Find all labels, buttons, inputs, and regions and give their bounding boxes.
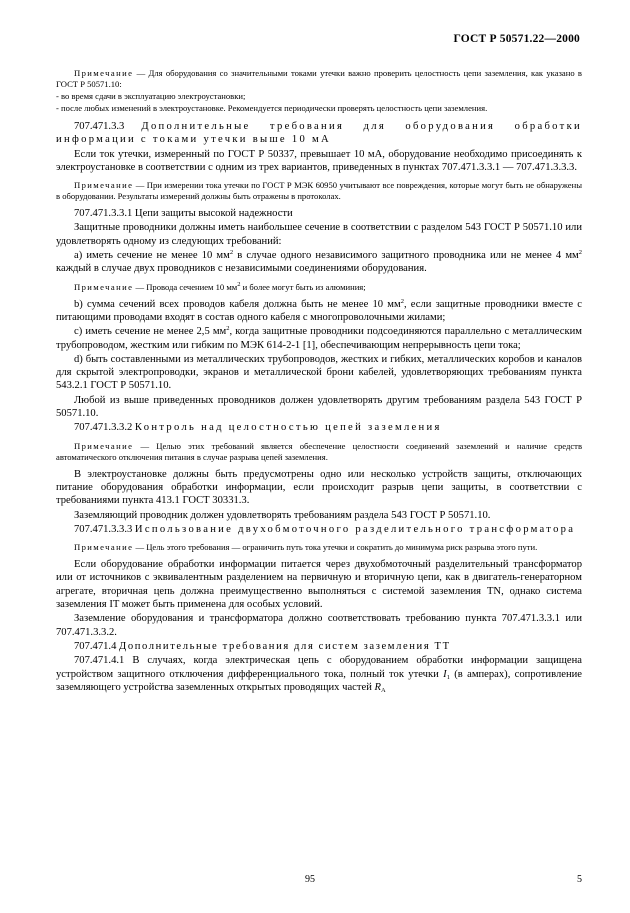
- resistance-symbol: R: [374, 681, 381, 693]
- subscript: 1: [446, 673, 450, 681]
- note-measurement: [56, 180, 582, 202]
- paragraph: Если оборудование обработки информации питается через двухобмоточный разделительный трансформатор или от источников с эквивалентным разделением на первичную и вторичную цепи, как в двигатель-генераторном агрегате, вторичная цепь должна преимущественно выполняться с системой заземления TN, однако система заземления IT может быть применена для особых условий.: [56, 559, 582, 611]
- superscript: 2: [237, 280, 241, 288]
- note-text: — При измерении тока утечки по ГОСТ Р МЭК 60950 учитывают все повреждения, которые могут быть не обнаружены в оборудовании. Результаты измерений должны быть отражены в протоколах.: [56, 180, 582, 202]
- item-text: а) иметь сечение не менее 10 мм: [74, 250, 230, 262]
- note-list-item: - во время сдачи в эксплуатацию электроустановки;: [56, 91, 246, 101]
- note-label: Примечание: [74, 542, 134, 553]
- paragraph: Если ток утечки, измеренный по ГОСТ Р 50337, превышает 10 мА, оборудование необходимо присоединять к электроустановке в соответствии с одним из трех вариантов, приведенных в пунктах 707.471.3.3.1 — 707.471.3.3.3.: [56, 148, 582, 173]
- note-aluminium: [56, 282, 582, 293]
- item-text: каждый в случае двух проводников с независимыми соединениями оборудования.: [56, 263, 427, 275]
- subscript: A: [381, 686, 386, 694]
- note-text: — Провода сечением 10 мм: [133, 281, 238, 292]
- item-text: , если защитные проводники вместе с питающими проводами входят в состав одного кабеля с многопроволочными жилами;: [56, 298, 582, 323]
- document-header: ГОСТ Р 50571.22—2000: [453, 33, 580, 45]
- note-text: — Целью этих требований является обеспечение целостности соединений заземлений и наличие средств автоматического отключения питания в случае разрыва цепей заземления.: [56, 440, 582, 462]
- paragraph-text: (в амперах), сопротивление заземляющего устройства заземленных открытых проводящих частей: [56, 668, 582, 693]
- requirement-item-b: [56, 298, 582, 325]
- paragraph: Защитные проводники должны иметь наибольшее сечение в соответствии с разделом 543 ГОСТ Р 50571.10 или удовлетворять одному из следующих требований:: [56, 222, 582, 247]
- section-number: 707.471.3.3.2: [74, 422, 133, 434]
- requirement-item-a: [56, 249, 582, 276]
- section-heading: [56, 640, 582, 653]
- requirement-item-d: d) быть составленными из металлических трубопроводов, жестких и гибких, металлических коробов и каналов для скрытой электропроводки, экранов и металлической брони кабелей, удовлетворяющих требованиям пункта 543.2.1 ГОСТ Р 50571.10.: [56, 353, 582, 392]
- page-side-mark: 5: [577, 874, 582, 885]
- paragraph-text: 707.471.4.1 В случаях, когда электрическая цепь с оборудованием обработки информации защищена устройством защитного отключения дифференциального тока, полный ток утечки: [56, 655, 582, 680]
- note-label: Примечание: [74, 68, 134, 78]
- paragraph: Заземляющий проводник должен удовлетворять требованиям раздела 543 ГОСТ Р 50571.10.: [74, 509, 491, 521]
- note-integrity: [56, 68, 582, 90]
- note-purpose: [56, 441, 582, 463]
- page-number: 95: [305, 874, 315, 885]
- superscript: 2: [578, 249, 582, 257]
- section-number: 707.471.4: [74, 640, 117, 652]
- subsection-heading: [56, 523, 582, 536]
- superscript: 2: [226, 325, 230, 333]
- section-title: Контроль над целостностью цепей заземления: [134, 422, 442, 434]
- note-list-item: - после любых изменений в электроустановке. Рекомендуется периодически проверять целостность цепи заземления.: [56, 103, 488, 113]
- paragraph: В электроустановке должны быть предусмотрены одно или несколько устройств защиты, отключающих питание оборудования обработки информации, если происходит разрыв цепи защиты, в соответствии с требованиями пункта 413.1 ГОСТ 30331.3.: [56, 468, 582, 507]
- note-text: — Цель этого требования — ограничить путь тока утечки и сократить до минимума риск разрыва этого пути.: [133, 542, 538, 553]
- section-heading: [56, 120, 582, 147]
- note-text: и более могут быть из алюминия;: [240, 281, 366, 292]
- current-symbol: I: [443, 668, 447, 680]
- note-label: Примечание: [74, 440, 134, 451]
- note-label: Примечание: [74, 180, 134, 191]
- note-goal: [56, 542, 582, 553]
- page-content: [56, 68, 582, 695]
- note-label: Примечание: [74, 281, 134, 292]
- section-number: 707.471.3.3: [74, 121, 125, 132]
- item-text: b) сумма сечений всех проводов кабеля должна быть не менее 10 мм: [74, 298, 401, 310]
- section-number: 707.471.3.3.3: [74, 523, 133, 535]
- paragraph: Заземление оборудования и трансформатора должно соответствовать требованию пункта 707.471.3.3.1 или 707.471.3.3.2.: [56, 613, 582, 638]
- paragraph: Любой из выше приведенных проводников должен удовлетворять другим требованиям раздела 543 ГОСТ Р 50571.10.: [56, 394, 582, 420]
- item-text: c) иметь сечение не менее 2,5 мм: [74, 326, 227, 338]
- section-title: Дополнительные требования для оборудования обработки информации с токами утечки выше 10 мА: [56, 121, 582, 146]
- superscript: 2: [229, 249, 234, 257]
- item-text: , когда защитные проводники подсоединяются параллельно с металлическим трубопроводом, жестким или гибким по МЭК 614-2-1 [1], обеспечивающим непрерывность цепи тока;: [56, 326, 582, 351]
- requirement-item-c: [56, 325, 582, 352]
- subsection-heading: 707.471.3.3.1 Цепи защиты высокой надежности: [74, 208, 293, 220]
- superscript: 2: [400, 297, 404, 305]
- section-title: Дополнительные требования для систем заземления ТТ: [119, 640, 451, 652]
- note-text: — Для оборудования со значительными токами утечки важно проверить целостность цепи заземления, как указано в ГОСТ Р 50571.10:: [56, 68, 582, 89]
- paragraph: [56, 654, 582, 694]
- subsection-heading: [56, 421, 582, 434]
- item-text: в случае одного независимого защитного проводника или не менее 4 мм: [233, 250, 579, 262]
- section-title: Использование двухобмоточного разделительного трансформатора: [134, 523, 576, 535]
